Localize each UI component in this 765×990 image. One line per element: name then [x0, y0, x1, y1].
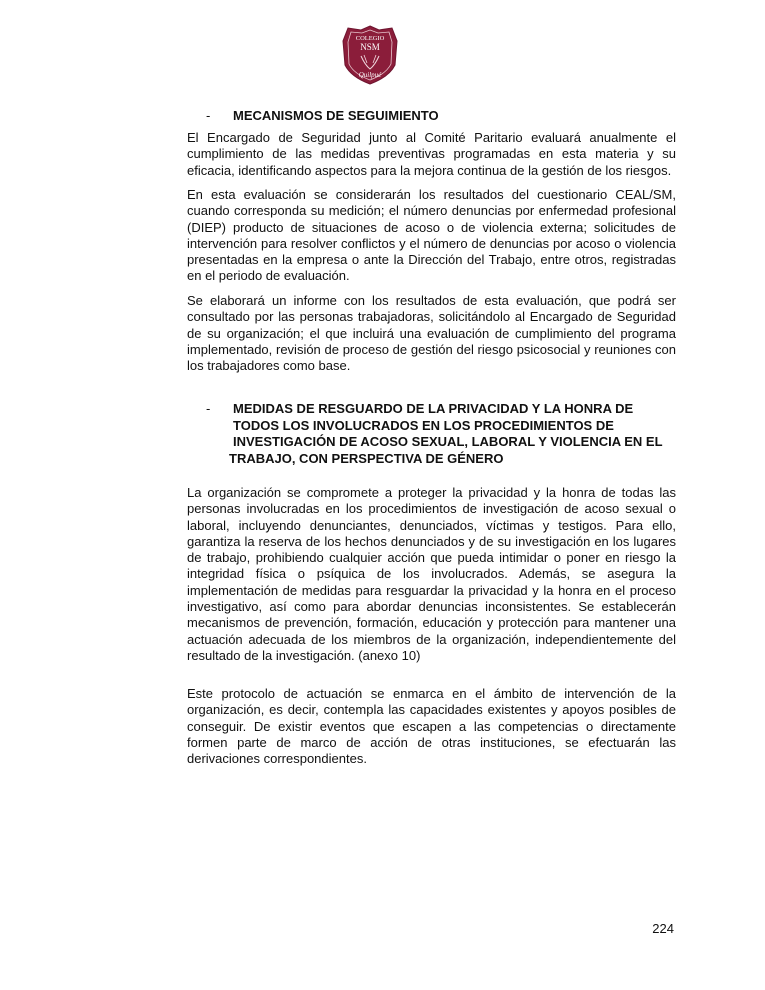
paragraph-5: Este protocolo de actuación se enmarca en el ámbito de intervención de la organización, es decir, contempla las capacidades existentes y apoyos posibles de conseguir. De existir eventos que escapen a las competencias o directamente formen parte de marco de acción de otras instituciones, se efectuarán las derivaciones correspondientes.: [187, 686, 676, 767]
heading-line-2: TODOS LOS INVOLUCRADOS EN LOS PROCEDIMIENTOS DE: [233, 418, 614, 433]
crest-text-nsm: NSM: [360, 42, 380, 52]
heading-line-1: MEDIDAS DE RESGUARDO DE LA PRIVACIDAD Y LA HONRA DE: [233, 401, 634, 416]
paragraph-1: El Encargado de Seguridad junto al Comité Paritario evaluará anualmente el cumplimiento de las medidas preventivas programadas en esta materia y su eficacia, identificando aspectos para la mejora continua de la gestión de los riesgos.: [187, 130, 676, 178]
paragraph-2: En esta evaluación se considerarán los resultados del cuestionario CEAL/SM, cuando corresponda su medición; el número denuncias por enfermedad profesional (DIEP) producto de situaciones de acoso o de violencia externa; solicitudes de intervención para resolver conflictos y el número de denuncias por acoso o violencia presentadas en la empresa o ante la Dirección del Trabajo, entre otros, registradas en el periodo de evaluación.: [187, 187, 676, 284]
crest-text-quilpue: Quilpué: [358, 71, 382, 79]
crest-text-colegio: COLEGIO: [355, 35, 385, 42]
paragraph-3: Se elaborará un informe con los resultados de esta evaluación, que podrá ser consultado por las personas trabajadoras, solicitándolo al Encargado de Seguridad de su organización; el que incluirá una evaluación de cumplimiento del programa implementado, revisión de proceso de gestión del riesgo psicosocial y reuniones con los trabajadores como base.: [187, 293, 676, 374]
heading-line-4: TRABAJO, CON PERSPECTIVA DE GÉNERO: [229, 451, 504, 466]
school-crest-logo: [341, 25, 399, 85]
heading-bullet: -: [206, 401, 211, 416]
heading-bullet: -: [206, 108, 211, 123]
heading-text: MECANISMOS DE SEGUIMIENTO: [233, 108, 439, 123]
heading-line-3: INVESTIGACIÓN DE ACOSO SEXUAL, LABORAL Y VIOLENCIA EN EL: [233, 434, 663, 449]
page-number: 224: [652, 921, 674, 936]
paragraph-4: La organización se compromete a proteger la privacidad y la honra de todas las personas involucradas en los procedimientos de investigación de acoso sexual o laboral, incluyendo denunciantes, denunciados, víctimas y testigos. Para ello, garantiza la reserva de los hechos denunciados y de su investigación en los lugares de trabajo, prohibiendo cualquier acción que pueda intimidar o poner en riesgo la integridad física o psíquica de los involucrados. Además, se asegura la implementación de medidas para resguardar la privacidad y la honra en el proceso investigativo, así como para abordar denuncias inconsistentes. Se establecerán mecanismos de prevención, formación, educación y protección para mantener una actuación adecuada de los miembros de la organización, independientemente del resultado de la investigación. (anexo 10): [187, 485, 676, 663]
